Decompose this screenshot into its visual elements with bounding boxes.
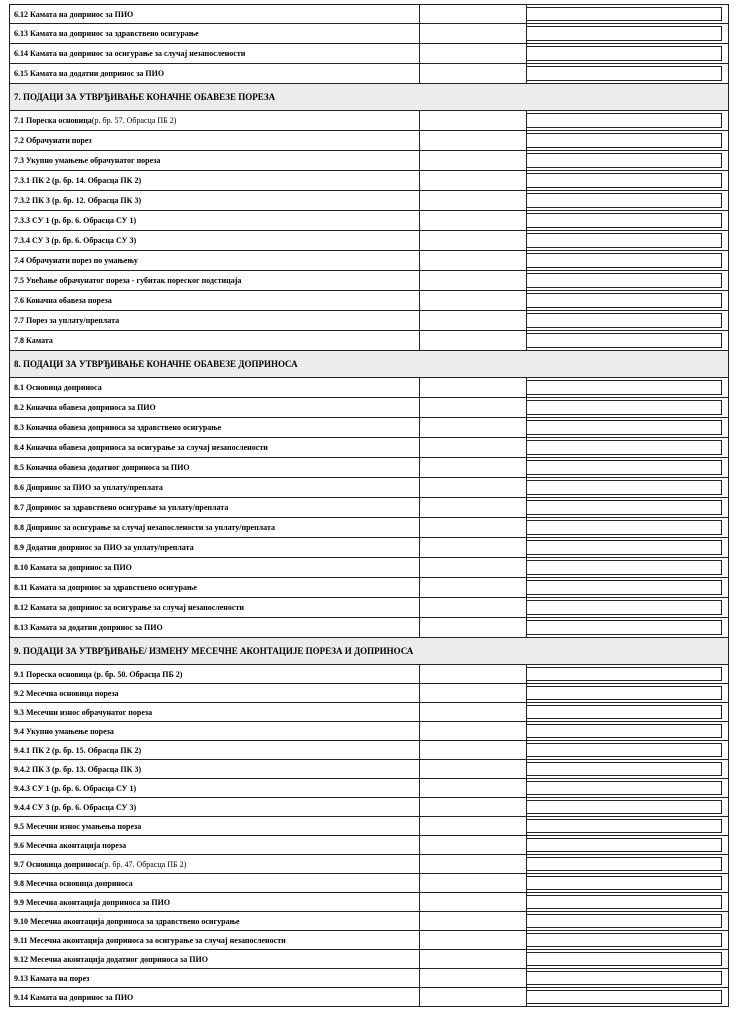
row-middle-cell <box>419 798 527 816</box>
row-middle-cell <box>419 722 527 740</box>
form-row <box>9 760 729 779</box>
amount-input[interactable] <box>526 26 722 41</box>
amount-input[interactable] <box>526 46 722 61</box>
row-middle-cell <box>419 24 527 43</box>
row-middle-cell <box>419 518 527 537</box>
row-middle-cell <box>419 231 527 250</box>
tax-form-table <box>9 4 729 1007</box>
amount-input[interactable] <box>526 113 722 128</box>
row-label-note: (р. бр. 57. Обрасца ПБ 2) <box>91 116 177 125</box>
row-label: 8.10 Камата за допринос за ПИО <box>14 563 132 572</box>
row-middle-cell <box>419 151 527 170</box>
row-middle-cell <box>419 111 527 130</box>
form-row <box>9 478 729 498</box>
amount-input[interactable] <box>526 293 722 308</box>
amount-input[interactable] <box>526 380 722 395</box>
row-label: 6.15 Камата на додатни допринос за ПИО <box>14 69 165 78</box>
row-middle-cell <box>419 598 527 617</box>
row-middle-cell <box>419 950 527 968</box>
form-row <box>9 874 729 893</box>
row-label: 9.14 Камата на допринос за ПИО <box>14 992 134 1002</box>
row-label-note: (р. бр. 47. Обрасца ПБ 2) <box>101 859 187 869</box>
row-label: 9.4.4 СУ 3 (р. бр. 6. Обрасца СУ 3) <box>14 802 137 812</box>
row-label: 9.11 Месечна аконтација доприноса за осигурање за случај незапослености <box>14 935 286 945</box>
row-middle-cell <box>419 251 527 270</box>
row-label: 7.6 Коначна обавеза пореза <box>14 296 112 305</box>
form-row <box>9 518 729 538</box>
row-label: 8.4 Коначна обавеза доприноса за осигурање за случај незапослености <box>14 443 268 452</box>
amount-input[interactable] <box>526 600 722 615</box>
form-row <box>9 251 729 271</box>
amount-input[interactable] <box>526 213 722 228</box>
form-row <box>9 703 729 722</box>
row-label: 6.14 Камата на допринос за осигурање за случај незапослености <box>14 49 246 58</box>
amount-input[interactable] <box>526 819 722 833</box>
row-middle-cell <box>419 311 527 330</box>
row-middle-cell <box>419 578 527 597</box>
row-label: 7.3.3 СУ 1 (р. бр. 6. Обрасца СУ 1) <box>14 216 137 225</box>
amount-input[interactable] <box>526 857 722 871</box>
section-header: 9. ПОДАЦИ ЗА УТВРЂИВАЊЕ/ ИЗМЕНУ МЕСЕЧНЕ АКОНТАЦИЈЕ ПОРЕЗА И ДОПРИНОСА <box>9 638 729 665</box>
form-row <box>9 211 729 231</box>
row-middle-cell <box>419 817 527 835</box>
row-middle-cell <box>419 378 527 397</box>
row-label: 9.2 Месечна основица пореза <box>14 688 119 698</box>
form-row <box>9 798 729 817</box>
row-label: 9.6 Месечна аконтација пореза <box>14 840 127 850</box>
form-row <box>9 4 729 24</box>
amount-input[interactable] <box>526 173 722 188</box>
row-middle-cell <box>419 558 527 577</box>
form-row <box>9 969 729 988</box>
form-row <box>9 331 729 351</box>
row-middle-cell <box>419 618 527 637</box>
form-row <box>9 151 729 171</box>
form-row <box>9 44 729 64</box>
amount-input[interactable] <box>526 153 722 168</box>
row-middle-cell <box>419 271 527 290</box>
form-row <box>9 684 729 703</box>
amount-input[interactable] <box>526 233 722 248</box>
amount-input[interactable] <box>526 952 722 966</box>
row-label: 8.2 Коначна обавеза доприноса за ПИО <box>14 403 156 412</box>
row-label: 6.12 Камата на допринос за ПИО <box>14 9 134 19</box>
row-label: 8.12 Камата за допринос за осигурање за случај незапослености <box>14 603 244 612</box>
amount-input[interactable] <box>526 743 722 757</box>
amount-input[interactable] <box>526 66 722 81</box>
row-label: 9.4.2 ПК 3 (р. бр. 13. Обрасца ПК 3) <box>14 764 142 774</box>
row-label: 8.9 Додатни допринос за ПИО за уплату/преплата <box>14 543 194 552</box>
form-row <box>9 665 729 684</box>
amount-input[interactable] <box>526 724 722 738</box>
form-row <box>9 558 729 578</box>
amount-input[interactable] <box>526 333 722 348</box>
amount-input[interactable] <box>526 500 722 515</box>
form-row <box>9 598 729 618</box>
row-middle-cell <box>419 478 527 497</box>
row-middle-cell <box>419 912 527 930</box>
amount-input[interactable] <box>526 686 722 700</box>
amount-input[interactable] <box>526 520 722 535</box>
form-row <box>9 722 729 741</box>
row-label: 9.3 Месечни износ обрачунатог пореза <box>14 707 153 717</box>
amount-input[interactable] <box>526 838 722 852</box>
form-row <box>9 498 729 518</box>
amount-input[interactable] <box>526 800 722 814</box>
row-label: 9.7 Основица доприноса (р. бр. 47. Обрасца ПБ 2) <box>14 859 187 869</box>
row-label: 8.6 Допринос за ПИО за уплату/преплата <box>14 483 163 492</box>
amount-input[interactable] <box>526 580 722 595</box>
row-label: 8.13 Камата за додатни допринос за ПИО <box>14 623 163 632</box>
row-middle-cell <box>419 931 527 949</box>
amount-input[interactable] <box>526 914 722 928</box>
row-label: 7.7 Порез за уплату/преплата <box>14 316 120 325</box>
row-label: 9.9 Месечна аконтација доприноса за ПИО <box>14 897 171 907</box>
row-middle-cell <box>419 893 527 911</box>
row-middle-cell <box>419 44 527 63</box>
row-label: 8.5 Коначна обавеза додатног доприноса за ПИО <box>14 463 190 472</box>
form-row <box>9 458 729 478</box>
form-row <box>9 855 729 874</box>
row-middle-cell <box>419 291 527 310</box>
amount-input[interactable] <box>526 971 722 985</box>
row-middle-cell <box>419 874 527 892</box>
row-middle-cell <box>419 703 527 721</box>
form-row <box>9 231 729 251</box>
row-middle-cell <box>419 836 527 854</box>
row-label: 8.8 Допринос за осигурање за случај незапослености за уплату/преплата <box>14 523 275 532</box>
form-row <box>9 64 729 84</box>
row-label: 7.4 Обрачунати порез по умањењу <box>14 256 138 265</box>
row-label: 7.8 Камата <box>14 336 53 345</box>
row-middle-cell <box>419 988 527 1006</box>
row-label: 9.13 Камата на порез <box>14 973 90 983</box>
row-label: 8.3 Коначна обавеза доприноса за здравствено осигурање <box>14 423 222 432</box>
row-middle-cell <box>419 741 527 759</box>
row-label: 7.3.2 ПК 3 (р. бр. 12. Обрасца ПК 3) <box>14 196 142 205</box>
amount-input[interactable] <box>526 7 722 21</box>
form-row <box>9 912 729 931</box>
row-label: 9.4.3 СУ 1 (р. бр. 6. Обрасца СУ 1) <box>14 783 137 793</box>
row-middle-cell <box>419 5 527 23</box>
row-middle-cell <box>419 211 527 230</box>
row-middle-cell <box>419 779 527 797</box>
form-row <box>9 171 729 191</box>
row-middle-cell <box>419 760 527 778</box>
amount-input[interactable] <box>526 667 722 681</box>
form-row <box>9 893 729 912</box>
amount-input[interactable] <box>526 273 722 288</box>
row-label: 7.3.4 СУ 3 (р. бр. 6. Обрасца СУ 3) <box>14 236 137 245</box>
form-row <box>9 191 729 211</box>
row-label: 9.1 Пореска основица (р. бр. 50. Обрасца ПБ 2) <box>14 669 183 679</box>
row-middle-cell <box>419 191 527 210</box>
amount-input[interactable] <box>526 560 722 575</box>
row-label: 9.12 Месечна аконтација додатног доприноса за ПИО <box>14 954 208 964</box>
row-label: 8.7 Допринос за здравствено осигурање за уплату/преплата <box>14 503 229 512</box>
row-label: 7.5 Увећање обрачунатог пореза - губитак пореског подстицаја <box>14 276 242 285</box>
row-middle-cell <box>419 171 527 190</box>
form-row <box>9 988 729 1007</box>
row-middle-cell <box>419 131 527 150</box>
form-row <box>9 538 729 558</box>
row-label: 8.11 Камата за допринос за здравствено осигурање <box>14 583 197 592</box>
amount-input[interactable] <box>526 440 722 455</box>
amount-input[interactable] <box>526 762 722 776</box>
amount-input[interactable] <box>526 400 722 415</box>
amount-input[interactable] <box>526 313 722 328</box>
form-row <box>9 779 729 798</box>
row-middle-cell <box>419 458 527 477</box>
form-row <box>9 398 729 418</box>
row-label: 9.4.1 ПК 2 (р. бр. 15. Обрасца ПК 2) <box>14 745 142 755</box>
row-label: 9.4 Укупно умањење пореза <box>14 726 114 736</box>
form-row <box>9 438 729 458</box>
form-row <box>9 950 729 969</box>
amount-input[interactable] <box>526 480 722 495</box>
amount-input[interactable] <box>526 990 722 1004</box>
row-middle-cell <box>419 498 527 517</box>
form-row <box>9 291 729 311</box>
amount-input[interactable] <box>526 933 722 947</box>
form-row <box>9 578 729 598</box>
form-row <box>9 418 729 438</box>
row-middle-cell <box>419 438 527 457</box>
row-middle-cell <box>419 665 527 683</box>
amount-input[interactable] <box>526 193 722 208</box>
row-label: 7.1 Пореска основица (р. бр. 57. Обрасца ПБ 2) <box>14 116 177 125</box>
form-row <box>9 817 729 836</box>
section-header: 7. ПОДАЦИ ЗА УТВРЂИВАЊЕ КОНАЧНЕ ОБАВЕЗЕ ПОРЕЗА <box>9 84 729 111</box>
amount-input[interactable] <box>526 895 722 909</box>
amount-input[interactable] <box>526 705 722 719</box>
row-middle-cell <box>419 64 527 83</box>
amount-input[interactable] <box>526 620 722 635</box>
row-label: 9.5 Месечни износ умањења пореза <box>14 821 142 831</box>
form-row <box>9 271 729 291</box>
form-row <box>9 24 729 44</box>
row-middle-cell <box>419 538 527 557</box>
amount-input[interactable] <box>526 460 722 475</box>
form-row <box>9 311 729 331</box>
row-label: 9.10 Месечна аконтација доприноса за здравствено осигурање <box>14 916 240 926</box>
row-middle-cell <box>419 398 527 417</box>
form-row <box>9 741 729 760</box>
row-label: 7.2 Обрачунати порез <box>14 136 92 145</box>
row-label: 6.13 Камата на допринос за здравствено осигурање <box>14 29 199 38</box>
section-header: 8. ПОДАЦИ ЗА УТВРЂИВАЊЕ КОНАЧНЕ ОБАВЕЗЕ ДОПРИНОСА <box>9 351 729 378</box>
row-label: 7.3 Укупно умањење обрачунатог пореза <box>14 156 161 165</box>
form-row <box>9 131 729 151</box>
row-middle-cell <box>419 331 527 350</box>
amount-input[interactable] <box>526 876 722 890</box>
amount-input[interactable] <box>526 781 722 795</box>
form-row <box>9 931 729 950</box>
row-middle-cell <box>419 969 527 987</box>
row-label: 8.1 Основица доприноса <box>14 383 102 392</box>
amount-input[interactable] <box>526 420 722 435</box>
row-middle-cell <box>419 855 527 873</box>
row-middle-cell <box>419 684 527 702</box>
form-row <box>9 836 729 855</box>
amount-input[interactable] <box>526 133 722 148</box>
amount-input[interactable] <box>526 540 722 555</box>
row-middle-cell <box>419 418 527 437</box>
amount-input[interactable] <box>526 253 722 268</box>
row-label: 7.3.1 ПК 2 (р. бр. 14. Обрасца ПК 2) <box>14 176 142 185</box>
form-row <box>9 378 729 398</box>
form-row <box>9 111 729 131</box>
form-row <box>9 618 729 638</box>
row-label: 9.8 Месечна основица доприноса <box>14 878 133 888</box>
